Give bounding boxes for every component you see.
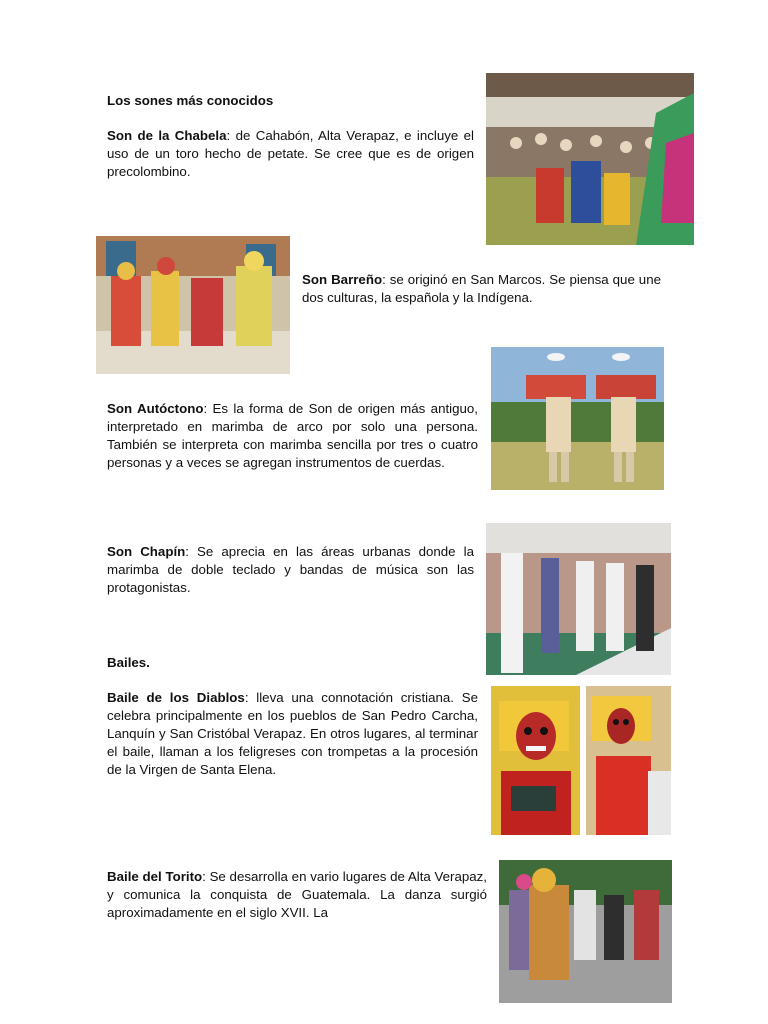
autoctono-paragraph — [107, 400, 478, 472]
diablos-photo-left — [491, 686, 580, 835]
chabela-photo — [486, 73, 694, 245]
chapin-paragraph — [107, 543, 474, 597]
torito-term: Baile del Torito — [107, 869, 203, 884]
chabela-text: : de Cahabón, Alta Verapaz, e incluye el uso de un toro hecho de petate. Se cree que es de origen precolombino. — [107, 128, 475, 179]
bailes-heading: Bailes. — [107, 655, 150, 670]
autoctono-term: Son Autóctono — [107, 401, 204, 416]
barreno-term: Son Barreño — [302, 272, 383, 287]
barreno-photo — [96, 236, 290, 374]
diablos-paragraph — [107, 689, 478, 779]
chapin-text: : Se aprecia en las áreas urbanas donde la marimba de doble teclado y bandas de música son las protagonistas. — [107, 544, 474, 595]
chabela-term: Son de la Chabela — [107, 128, 227, 143]
chabela-paragraph — [107, 127, 474, 181]
autoctono-photo — [491, 347, 664, 490]
torito-paragraph — [107, 868, 487, 922]
chapin-photo — [486, 523, 671, 675]
autoctono-text: : Es la forma de Son de origen más antiguo, interpretado en marimba de arco por solo una persona. También se interpreta con marimba sencilla por tres o cuatro personas y a veces se agregan instrumentos de cuerdas. — [107, 401, 478, 470]
diablos-text: : lleva una connotación cristiana. Se celebra principalmente en los pueblos de San Pedro Carcha, Lanquín y San Cristóbal Verapaz. En otros lugares, al terminar el baile, llaman a los feligreses con trompetas a la procesión de la Virgen de Santa Elena. — [107, 690, 478, 777]
barreno-paragraph — [302, 271, 661, 307]
torito-text: : Se desarrolla en vario lugares de Alta Verapaz, y comunica la conquista de Guatemala. La danza surgió aproximadamente en el siglo XVII. La — [107, 869, 488, 920]
sones-heading: Los sones más conocidos — [107, 93, 274, 108]
torito-photo — [499, 860, 672, 1003]
diablos-photo-right — [586, 686, 671, 835]
barreno-text: : se originó en San Marcos. Se piensa que une dos culturas, la española y la Indígena. — [302, 272, 661, 305]
chapin-term: Son Chapín — [107, 544, 186, 559]
diablos-term: Baile de los Diablos — [107, 690, 245, 705]
